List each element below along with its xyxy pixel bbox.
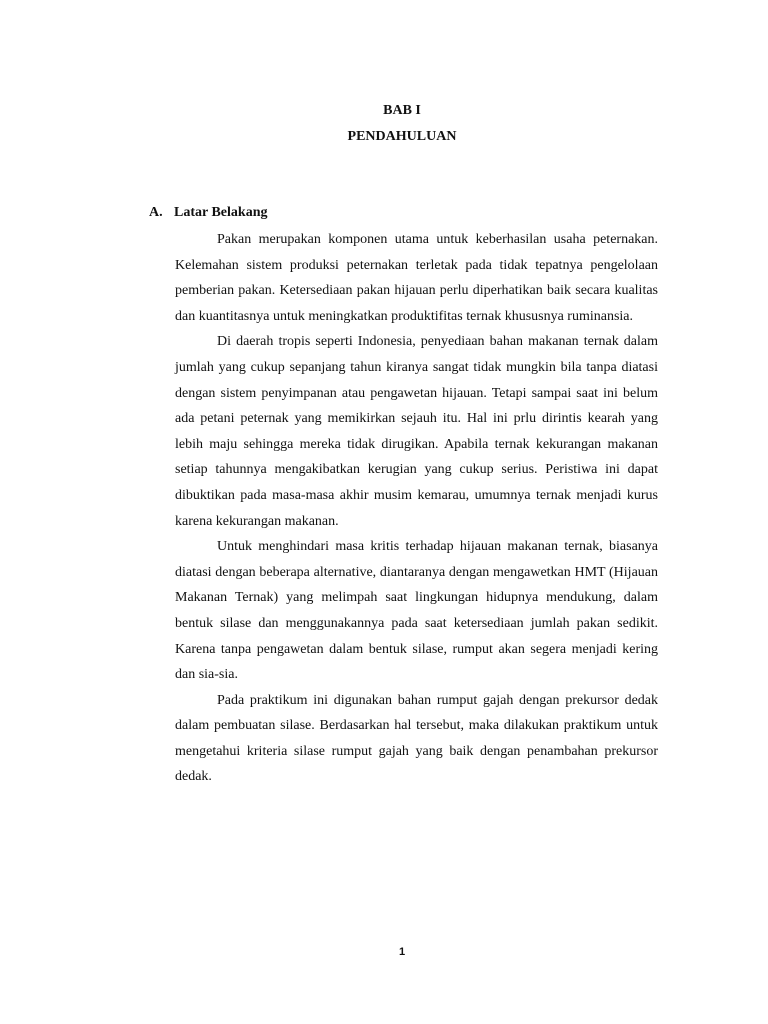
paragraph-4: Pada praktikum ini digunakan bahan rumput gajah dengan prekursor dedak dalam pembuatan silase. Berdasarkan hal tersebut, maka dilakukan praktikum untuk mengetahui kriteria silase rumput gajah yang baik dengan penambahan prekursor dedak. xyxy=(175,692,658,785)
paragraph-1: Pakan merupakan komponen utama untuk keberhasilan usaha peternakan. Kelemahan sistem produksi peternakan terletak pada tidak tepatnya pengelolaan pemberian pakan. Ketersediaan pakan hijauan perlu diperhatikan baik secara kualitas dan kuantitasnya untuk meningkatkan produktifitas ternak khususnya ruminansia. xyxy=(175,232,658,324)
body-text xyxy=(175,227,658,790)
section-title: Latar Belakang xyxy=(174,205,268,220)
paragraph-2: Di daerah tropis seperti Indonesia, penyediaan bahan makanan ternak dalam jumlah yang cukup sepanjang tahun kiranya sangat tidak mungkin bila tanpa diatasi dengan sistem penyimpanan atau pengawetan hijauan. Tetapi sampai saat ini belum ada petani peternak yang memikirkan sejauh itu. Hal ini prlu dirintis kearah yang lebih maju sehingga mereka tidak dirugikan. Apabila ternak kekurangan makanan setiap tahunnya mengakibatkan kerugian yang cukup serius. Peristiwa ini dapat dibuktikan pada masa-masa akhir musim kemarau, umumnya ternak menjadi kurus karena kekurangan makanan. xyxy=(175,334,658,529)
section-marker: A. xyxy=(149,205,163,220)
chapter-title: PENDAHULUAN xyxy=(347,129,457,144)
paragraph-3: Untuk menghindari masa kritis terhadap hijauan makanan ternak, biasanya diatasi dengan beberapa alternative, diantaranya dengan mengawetkan HMT (Hijauan Makanan Ternak) yang melimpah saat lingkungan hidupnya mendukung, dalam bentuk silase dan menggunakannya pada saat ketersediaan jumlah pakan sedikit. Karena tanpa pengawetan dalam bentuk silase, rumput akan segera menjadi kering dan sia-sia. xyxy=(175,539,658,683)
page-number: 1 xyxy=(398,946,406,958)
section-heading xyxy=(149,205,267,221)
chapter-label: BAB I xyxy=(383,103,421,118)
